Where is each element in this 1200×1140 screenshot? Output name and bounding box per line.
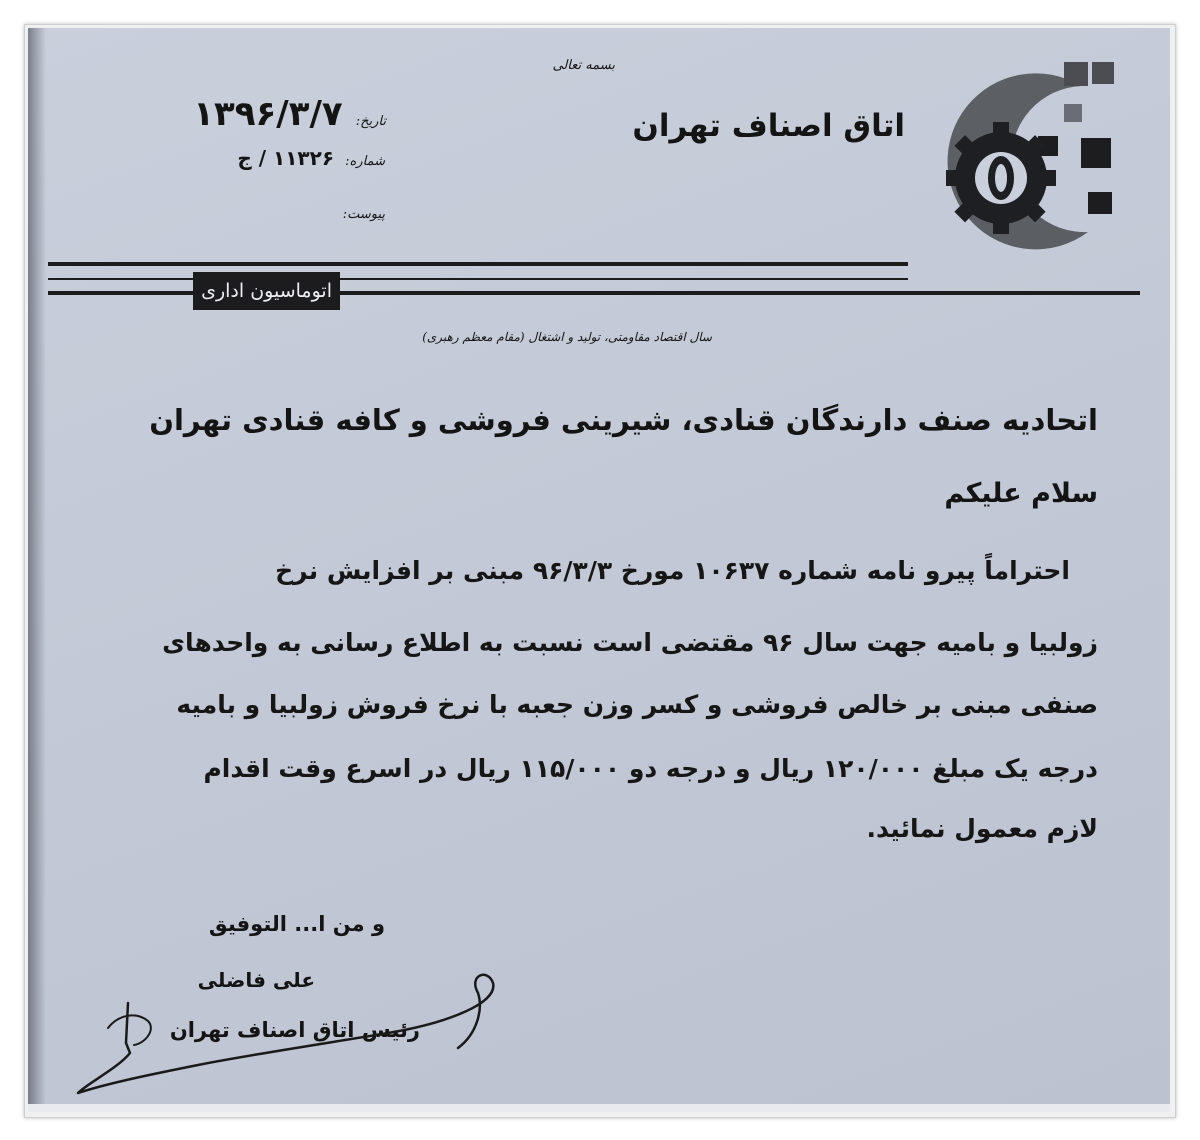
letter-paper: [28, 28, 1170, 1112]
bismillah-heading: بسمه تعالی: [552, 58, 615, 73]
letter-recipient: اتحادیه صنف دارندگان قنادی، شیرینی فروشی و کافه قنادی تهران: [149, 403, 1098, 437]
body-line: احتراماً پیرو نامه شماره ۱۰۶۳۷ مورخ ۹۶/۳/۳ مبنی بر افزایش نرخ: [275, 556, 1070, 585]
organization-logo: [906, 60, 1126, 270]
letter-closing: و من ا... التوفیق: [208, 912, 385, 936]
organization-name: اتاق اصناف تهران: [632, 108, 905, 144]
number-field: [237, 146, 385, 170]
attachment-field: [343, 203, 385, 222]
date-label: تاریخ:: [355, 114, 386, 129]
body-line: لازم معمول نمائید.: [866, 814, 1098, 843]
header-rule-top: [48, 262, 908, 266]
number-value: ۱۱۳۲۶ / ج: [237, 146, 335, 170]
signer-name: علی فاضلی: [197, 968, 315, 992]
header-rule-middle: [48, 278, 908, 280]
letter-greeting: سلام علیکم: [944, 478, 1098, 509]
attachment-label: پیوست:: [342, 207, 385, 222]
number-label: شماره:: [345, 154, 385, 169]
body-line: درجه یک مبلغ ۱۲۰/۰۰۰ ریال و درجه دو ۱۱۵/۰۰۰ ریال در اسرع وقت اقدام: [203, 754, 1098, 783]
handwritten-signature: [48, 933, 528, 1103]
date-field: [193, 94, 386, 134]
office-automation-badge: اتوماسیون اداری: [193, 272, 340, 310]
paper-bottom-edge: [28, 1104, 1170, 1112]
body-line: صنفی مبنی بر خالص فروشی و کسر وزن جعبه با نرخ فروش زولبیا و بامیه: [176, 690, 1098, 719]
year-motto: سال اقتصاد مقاومتی، تولید و اشتغال (مقام معظم رهبری): [422, 330, 712, 344]
body-line: زولبیا و بامیه جهت سال ۹۶ مقتضی است نسبت به اطلاع رسانی به واحدهای: [162, 628, 1098, 657]
signer-title: رئیس اتاق اصناف تهران: [169, 1018, 420, 1042]
paper-edge-shadow: [28, 28, 46, 1112]
date-value: ۱۳۹۶/۳/۷: [193, 94, 343, 134]
